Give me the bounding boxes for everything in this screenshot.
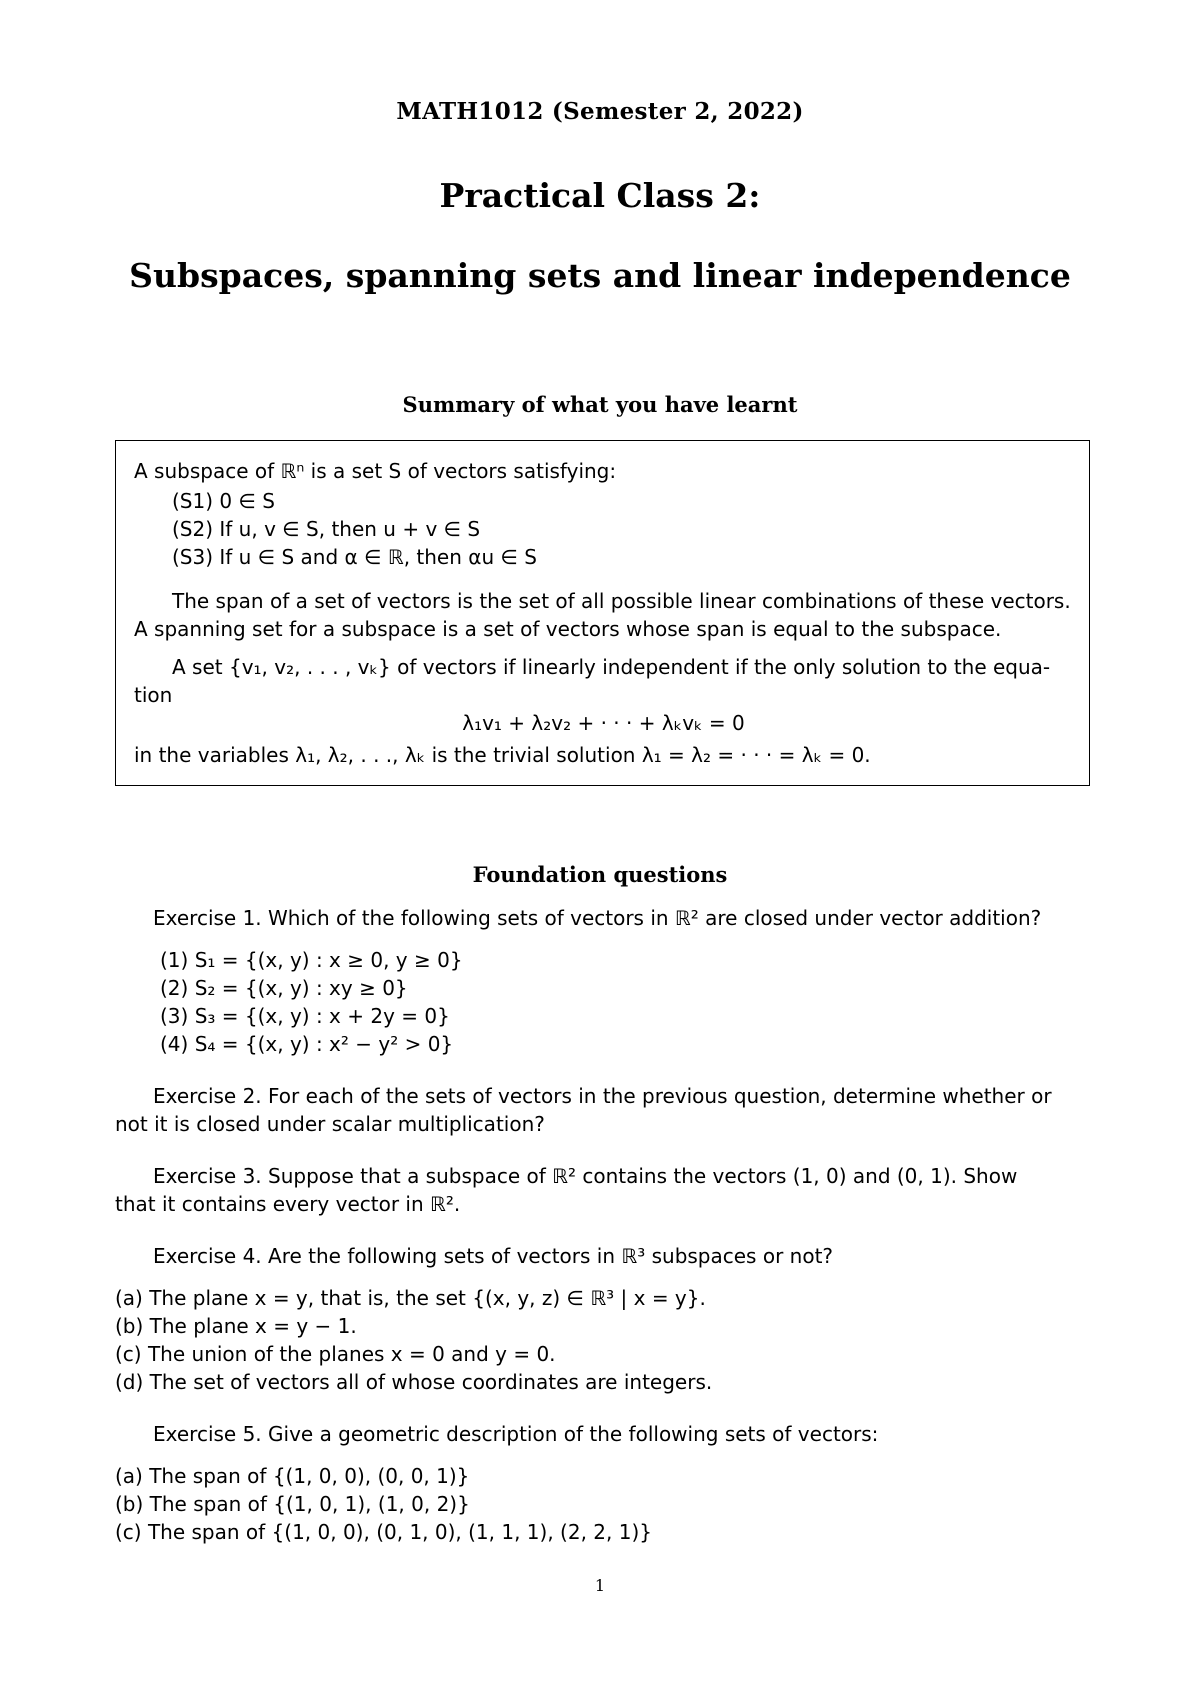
summary-line: (S1) 0 ∈ S: [172, 489, 275, 513]
summary-line: in the variables λ₁, λ₂, . . ., λₖ is the trivial solution λ₁ = λ₂ = · · · = λₖ = 0.: [134, 743, 871, 767]
summary-line: (S2) If u, v ∈ S, then u + v ∈ S: [172, 517, 481, 541]
exercise-item: (c) The union of the planes x = 0 and y = 0.: [115, 1342, 556, 1366]
exercise-4: Exercise 4. Are the following sets of vectors in ℝ³ subspaces or not?: [153, 1244, 834, 1268]
exercise-item: (d) The set of vectors all of whose coordinates are integers.: [115, 1370, 713, 1394]
exercise-1: Exercise 1. Which of the following sets of vectors in ℝ² are closed under vector addition?: [153, 906, 1042, 930]
exercise-item: (a) The plane x = y, that is, the set {(x, y, z) ∈ ℝ³ | x = y}.: [115, 1286, 706, 1310]
summary-line: The span of a set of vectors is the set of all possible linear combinations of these vectors.: [172, 589, 1071, 613]
page-title-line-1: Practical Class 2:: [439, 176, 761, 215]
exercise-item: (1) S₁ = {(x, y) : x ≥ 0, y ≥ 0}: [160, 948, 463, 972]
page-number: 1: [594, 1576, 606, 1595]
summary-line: A set {v₁, v₂, . . . , vₖ} of vectors if linearly independent if the only solution to the equa-: [172, 655, 1051, 679]
exercise-5: Exercise 5. Give a geometric description of the following sets of vectors:: [153, 1422, 879, 1446]
course-header: MATH1012 (Semester 2, 2022): [396, 98, 804, 125]
exercise-item: (4) S₄ = {(x, y) : x² − y² > 0}: [160, 1032, 454, 1056]
exercise-3: Exercise 3. Suppose that a subspace of ℝ² contains the vectors (1, 0) and (0, 1). Show: [153, 1164, 1018, 1188]
summary-line: A spanning set for a subspace is a set of vectors whose span is equal to the subspace.: [134, 617, 1002, 641]
summary-heading: Summary of what you have learnt: [402, 392, 798, 417]
foundation-heading: Foundation questions: [472, 862, 728, 887]
exercise-item: (b) The span of {(1, 0, 1), (1, 0, 2)}: [115, 1492, 470, 1516]
exercise-2-cont: not it is closed under scalar multiplication?: [115, 1112, 545, 1136]
exercise-item: (2) S₂ = {(x, y) : xy ≥ 0}: [160, 976, 408, 1000]
page-title-line-2: Subspaces, spanning sets and linear independence: [129, 256, 1071, 295]
exercise-3-cont: that it contains every vector in ℝ².: [115, 1192, 461, 1216]
exercise-item: (3) S₃ = {(x, y) : x + 2y = 0}: [160, 1004, 450, 1028]
exercise-2: Exercise 2. For each of the sets of vectors in the previous question, determine whether or: [153, 1084, 1052, 1108]
summary-equation: λ₁v₁ + λ₂v₂ + · · · + λₖvₖ = 0: [462, 711, 745, 735]
exercise-item: (b) The plane x = y − 1.: [115, 1314, 357, 1338]
summary-box: [115, 440, 1090, 786]
summary-line: tion: [134, 683, 173, 707]
exercise-item: (a) The span of {(1, 0, 0), (0, 0, 1)}: [115, 1464, 470, 1488]
summary-line: A subspace of ℝⁿ is a set S of vectors satisfying:: [134, 459, 617, 483]
summary-line: (S3) If u ∈ S and α ∈ ℝ, then αu ∈ S: [172, 545, 537, 569]
exercise-item: (c) The span of {(1, 0, 0), (0, 1, 0), (1, 1, 1), (2, 2, 1)}: [115, 1520, 652, 1544]
